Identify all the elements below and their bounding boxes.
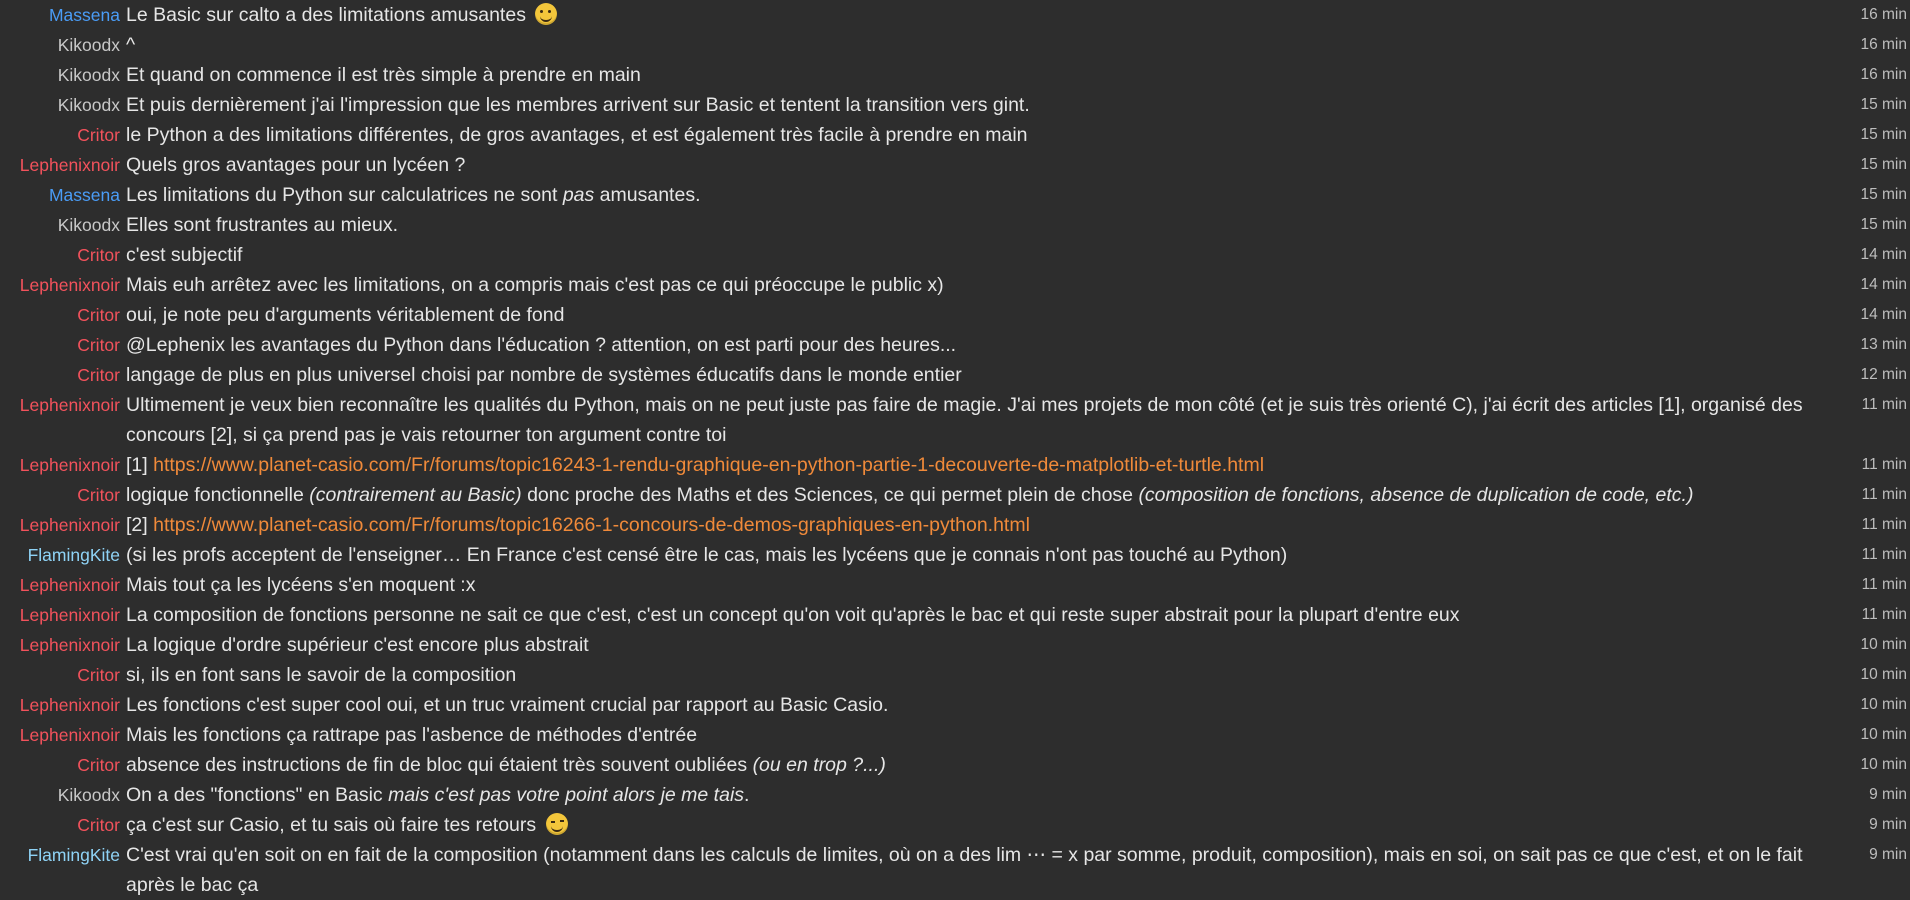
- chat-message: [0, 90, 1910, 120]
- message-text: [120, 390, 1841, 450]
- message-author[interactable]: Critor: [77, 245, 120, 265]
- message-text: [120, 360, 1841, 390]
- message-text-span: Et puis dernièrement j'ai l'impression que les membres arrivent sur Basic et tentent la transition vers gint.: [126, 94, 1030, 116]
- message-author[interactable]: Kikoodx: [57, 95, 120, 115]
- message-text-span: ^: [126, 34, 136, 56]
- message-text: [120, 840, 1841, 900]
- message-link[interactable]: https://www.planet-casio.com/Fr/forums/topic16243-1-rendu-graphique-en-python-partie-1-decouverte-de-matplotlib-et-turtle.html: [153, 454, 1265, 476]
- message-text-span: donc proche des Maths et des Sciences, ce qui permet plein de chose: [521, 484, 1139, 506]
- message-author[interactable]: Lephenixnoir: [19, 155, 120, 175]
- message-text-span: Mais tout ça les lycéens s'en moquent :x: [126, 574, 476, 596]
- message-text: [120, 300, 1841, 330]
- chat-message: [0, 780, 1910, 810]
- message-text-span: c'est subjectif: [126, 244, 243, 266]
- message-timestamp: 10 min: [1860, 696, 1907, 713]
- message-author[interactable]: Kikoodx: [57, 785, 120, 805]
- message-author[interactable]: Critor: [77, 305, 120, 325]
- message-author[interactable]: FlamingKite: [27, 845, 120, 865]
- message-timestamp: 13 min: [1860, 336, 1907, 353]
- message-text: [120, 0, 1841, 30]
- message-emphasis: (ou en trop ?...): [752, 754, 886, 776]
- message-timestamp: 9 min: [1869, 816, 1907, 833]
- message-text-span: Elles sont frustrantes au mieux.: [126, 214, 399, 236]
- message-author[interactable]: Critor: [77, 665, 120, 685]
- chat-message: [0, 60, 1910, 90]
- message-author[interactable]: Lephenixnoir: [19, 725, 120, 745]
- message-text: [120, 600, 1841, 630]
- message-timestamp: 14 min: [1860, 246, 1907, 263]
- message-timestamp: 11 min: [1861, 486, 1907, 503]
- chat-message: [0, 840, 1910, 900]
- message-text: [120, 660, 1841, 690]
- message-author[interactable]: Massena: [48, 185, 120, 205]
- message-text: [120, 210, 1841, 240]
- message-author[interactable]: Lephenixnoir: [19, 455, 120, 475]
- message-text-span: si, ils en font sans le savoir de la composition: [126, 664, 517, 686]
- message-text-span: On a des "fonctions" en Basic: [126, 784, 389, 806]
- message-timestamp: 11 min: [1861, 456, 1907, 473]
- wink-emoji-icon: [546, 813, 568, 835]
- message-timestamp: 9 min: [1869, 846, 1907, 863]
- chat-message: [0, 180, 1910, 210]
- message-timestamp: 16 min: [1860, 6, 1907, 23]
- chat-message: [0, 480, 1910, 510]
- message-timestamp: 15 min: [1860, 96, 1907, 113]
- message-emphasis: mais c'est pas votre point alors je me tais: [388, 784, 745, 806]
- message-author[interactable]: Critor: [77, 335, 120, 355]
- message-author[interactable]: Critor: [77, 815, 120, 835]
- message-author[interactable]: Lephenixnoir: [19, 515, 120, 535]
- message-author[interactable]: Critor: [77, 755, 120, 775]
- message-text-span: Mais les fonctions ça rattrape pas l'asbence de méthodes d'entrée: [126, 724, 698, 746]
- chat-message: [0, 210, 1910, 240]
- message-timestamp: 11 min: [1861, 576, 1907, 593]
- message-text-span: ça c'est sur Casio, et tu sais où faire tes retours: [126, 814, 542, 836]
- message-emphasis: pas: [562, 184, 595, 206]
- message-emphasis: (composition de fonctions, absence de duplication de code, etc.): [1138, 484, 1694, 506]
- chat-message: [0, 270, 1910, 300]
- chat-message: [0, 150, 1910, 180]
- message-text-span: oui, je note peu d'arguments véritablement de fond: [126, 304, 565, 326]
- message-timestamp: 16 min: [1860, 66, 1907, 83]
- message-timestamp: 9 min: [1869, 786, 1907, 803]
- message-timestamp: 11 min: [1861, 546, 1907, 563]
- message-timestamp: 14 min: [1860, 276, 1907, 293]
- chat-message: [0, 330, 1910, 360]
- message-author[interactable]: Massena: [48, 5, 120, 25]
- message-text: [120, 180, 1841, 210]
- message-text: [120, 30, 1841, 60]
- message-timestamp: 10 min: [1860, 726, 1907, 743]
- message-text-span: (si les profs acceptent de l'enseigner… En France c'est censé être le cas, mais les lycéens que je connais n'ont pas touché au Python): [126, 544, 1288, 566]
- message-text-span: Les fonctions c'est super cool oui, et un truc vraiment crucial par rapport au Basic Casio.: [126, 694, 889, 716]
- message-text-span: Mais euh arrêtez avec les limitations, on a compris mais c'est pas ce qui préoccupe le public x): [126, 274, 944, 296]
- chat-message: [0, 690, 1910, 720]
- message-author[interactable]: Lephenixnoir: [19, 605, 120, 625]
- message-text: [120, 240, 1841, 270]
- chat-message: [0, 720, 1910, 750]
- message-author[interactable]: Lephenixnoir: [19, 695, 120, 715]
- chat-message: [0, 570, 1910, 600]
- message-timestamp: 11 min: [1861, 516, 1907, 533]
- message-text: [120, 810, 1841, 840]
- message-timestamp: 10 min: [1860, 636, 1907, 653]
- message-timestamp: 10 min: [1860, 756, 1907, 773]
- message-author[interactable]: Kikoodx: [57, 35, 120, 55]
- message-text: [120, 450, 1841, 480]
- chat-message: [0, 300, 1910, 330]
- message-timestamp: 16 min: [1860, 36, 1907, 53]
- message-text: [120, 690, 1841, 720]
- message-text-span: C'est vrai qu'en soit on en fait de la composition (notamment dans les calculs de limites, où on a des lim ⋯ = x par somme, produit, composition), mais en soi, on sait pas ce que c'est, et on le fait après le bac ça: [126, 844, 1808, 896]
- message-author[interactable]: Kikoodx: [57, 65, 120, 85]
- chat-message: [0, 750, 1910, 780]
- message-text: [120, 510, 1841, 540]
- message-text: [120, 780, 1841, 810]
- message-text-span: logique fonctionnelle: [126, 484, 310, 506]
- message-text-span: le Python a des limitations différentes, de gros avantages, et est également très facile à prendre en main: [126, 124, 1028, 146]
- message-emphasis: (contrairement au Basic): [309, 484, 522, 506]
- message-text: [120, 480, 1841, 510]
- chat-message: [0, 120, 1910, 150]
- message-text-span: [1]: [126, 454, 154, 476]
- message-text-span: La composition de fonctions personne ne sait ce que c'est, c'est un concept qu'on voit qu'après le bac et qui reste super abstrait pour la plupart d'entre eux: [126, 604, 1460, 626]
- message-author[interactable]: Lephenixnoir: [19, 275, 120, 295]
- message-text-span: absence des instructions de fin de bloc qui étaient très souvent oubliées: [126, 754, 753, 776]
- message-text-span: Le Basic sur calto a des limitations amusantes: [126, 4, 532, 26]
- message-text: [120, 630, 1841, 660]
- message-timestamp: 14 min: [1860, 306, 1907, 323]
- message-text-span: Et quand on commence il est très simple à prendre en main: [126, 64, 641, 86]
- chat-message: [0, 0, 1910, 30]
- message-text: [120, 540, 1841, 570]
- message-text-span: Les limitations du Python sur calculatrices ne sont: [126, 184, 563, 206]
- message-text-span: [2]: [126, 514, 154, 536]
- message-timestamp: 11 min: [1861, 396, 1907, 413]
- message-text-span: langage de plus en plus universel choisi par nombre de systèmes éducatifs dans le monde entier: [126, 364, 962, 386]
- chat-message: [0, 600, 1910, 630]
- message-author[interactable]: Lephenixnoir: [19, 635, 120, 655]
- chat-message: [0, 810, 1910, 840]
- chat-message: [0, 390, 1910, 450]
- message-text-span: La logique d'ordre supérieur c'est encore plus abstrait: [126, 634, 589, 656]
- chat-message: [0, 450, 1910, 480]
- message-timestamp: 12 min: [1860, 366, 1907, 383]
- chat-message: [0, 30, 1910, 60]
- message-text-span: amusantes.: [594, 184, 701, 206]
- message-text: [120, 270, 1841, 300]
- message-text: [120, 150, 1841, 180]
- message-author[interactable]: FlamingKite: [27, 545, 120, 565]
- message-text-span: Quels gros avantages pour un lycéen ?: [126, 154, 466, 176]
- chat-message: [0, 240, 1910, 270]
- message-timestamp: 15 min: [1860, 126, 1907, 143]
- message-text-span: @Lephenix les avantages du Python dans l'éducation ? attention, on est parti pour des heures...: [126, 334, 957, 356]
- message-timestamp: 15 min: [1860, 216, 1907, 233]
- message-text: [120, 330, 1841, 360]
- message-text-span: Ultimement je veux bien reconnaître les qualités du Python, mais on ne peut juste pas faire de magie. J'ai mes projets de mon côté (et je suis très orienté C), j'ai écrit des articles [1], organisé des concours [2], si ça prend pas je vais retourner ton argument contre toi: [126, 394, 1809, 446]
- chat-message: [0, 510, 1910, 540]
- message-text: [120, 750, 1841, 780]
- message-text: [120, 60, 1841, 90]
- message-author[interactable]: Lephenixnoir: [19, 575, 120, 595]
- message-timestamp: 10 min: [1860, 666, 1907, 683]
- message-text-span: .: [744, 784, 750, 806]
- message-timestamp: 15 min: [1860, 186, 1907, 203]
- message-author[interactable]: Critor: [77, 365, 120, 385]
- message-timestamp: 11 min: [1861, 606, 1907, 623]
- chat-message: [0, 540, 1910, 570]
- smile-emoji-icon: [535, 3, 557, 25]
- chat-message: [0, 660, 1910, 690]
- message-link[interactable]: https://www.planet-casio.com/Fr/forums/topic16266-1-concours-de-demos-graphiques-en-python.html: [153, 514, 1030, 536]
- message-author[interactable]: Kikoodx: [57, 215, 120, 235]
- message-author[interactable]: Critor: [77, 125, 120, 145]
- message-author[interactable]: Critor: [77, 485, 120, 505]
- chat-message: [0, 630, 1910, 660]
- message-text: [120, 720, 1841, 750]
- message-text: [120, 120, 1841, 150]
- message-author[interactable]: Lephenixnoir: [19, 395, 120, 415]
- chat-message: [0, 360, 1910, 390]
- message-text: [120, 90, 1841, 120]
- message-timestamp: 15 min: [1860, 156, 1907, 173]
- message-text: [120, 570, 1841, 600]
